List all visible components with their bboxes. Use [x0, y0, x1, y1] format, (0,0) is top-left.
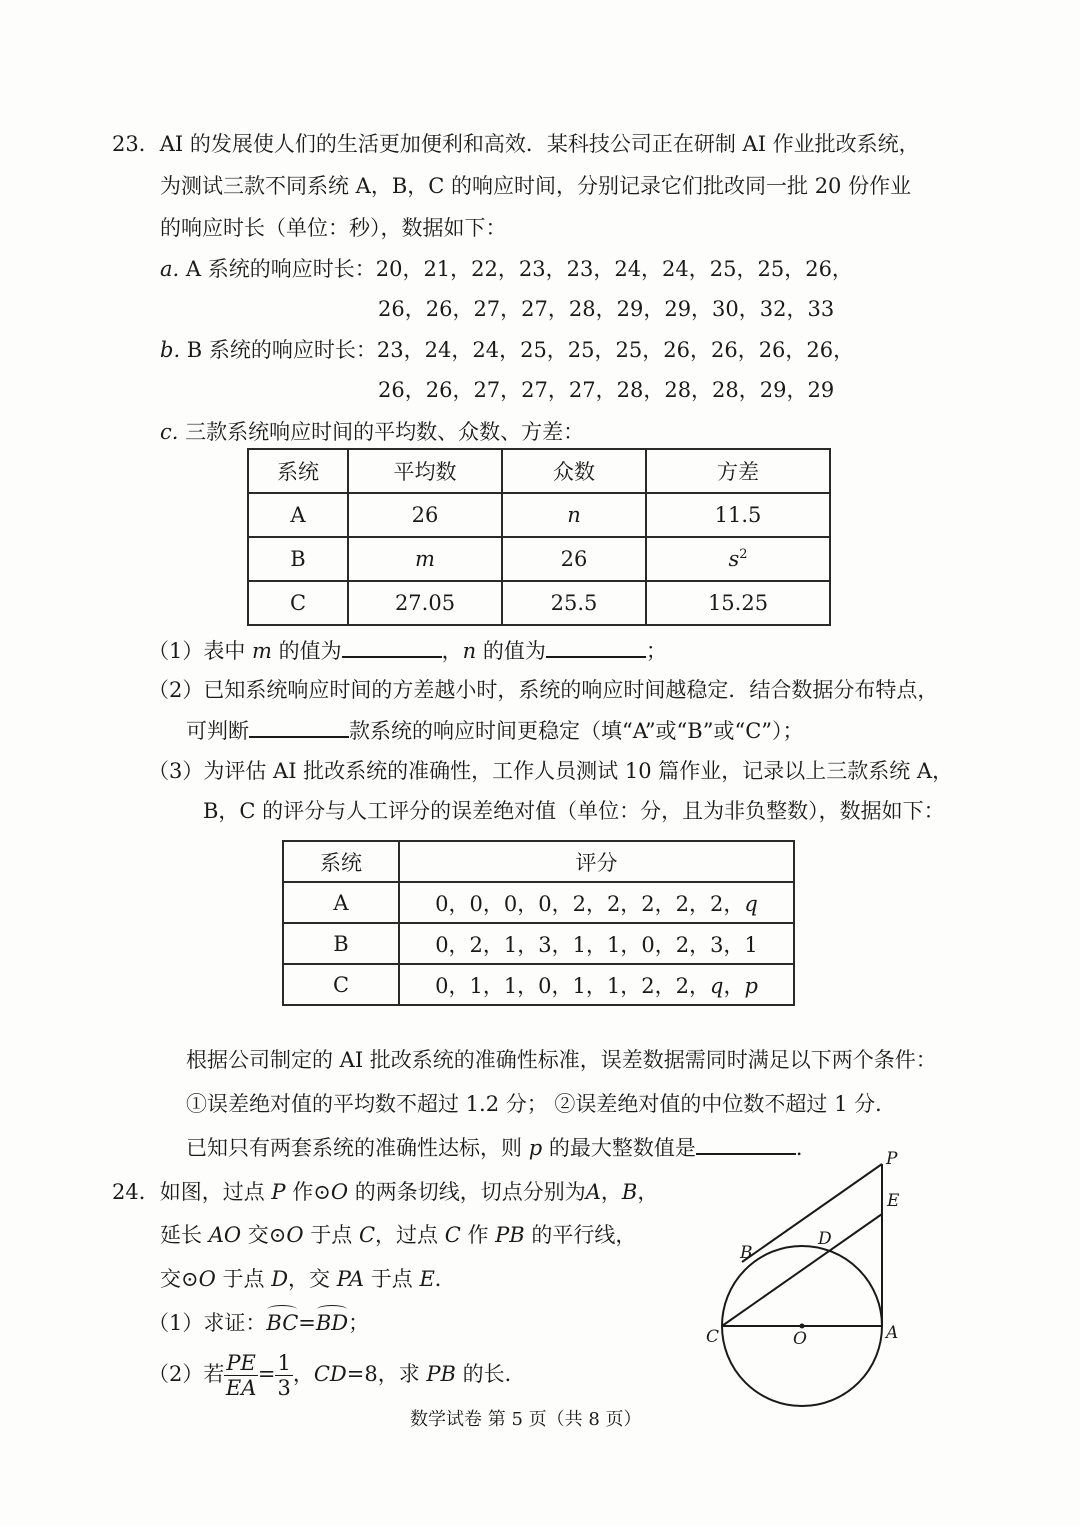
- cell: n: [502, 493, 646, 537]
- q24-number: 24．: [112, 1180, 160, 1204]
- cell: A: [283, 882, 399, 923]
- cell: C: [283, 964, 399, 1005]
- superscript: 2: [739, 547, 748, 562]
- text: 0，1，1，0，1，1，2，2，: [435, 973, 710, 998]
- q23-part3-line1: （3）为评估 AI 批改系统的准确性，工作人员测试 10 篇作业，记录以上三款系统 A，: [148, 759, 954, 783]
- cell: C: [248, 581, 348, 625]
- point-o: O: [286, 1223, 304, 1247]
- var-q: q: [709, 973, 724, 998]
- text: 延长: [160, 1223, 209, 1247]
- text: 的两条切线，切点分别为: [348, 1180, 586, 1204]
- cell: [399, 964, 794, 1005]
- var-p: p: [744, 973, 758, 998]
- text: 可判断: [186, 719, 249, 743]
- a-data-row-1: 20，21，22，23，23，24，24，25，25，26，: [375, 257, 853, 281]
- text: 作: [460, 1223, 496, 1247]
- table-row: [248, 537, 830, 581]
- text: ，交: [288, 1267, 337, 1291]
- numerator: 1: [277, 1351, 291, 1375]
- text: 于点: [364, 1267, 420, 1291]
- text: 如图，过点: [159, 1180, 272, 1204]
- cell: 26: [348, 493, 502, 537]
- table-row: [248, 493, 830, 537]
- header-mode: 众数: [502, 449, 646, 493]
- b-marker: b.: [160, 338, 181, 362]
- q23-part2-line2: [186, 716, 804, 745]
- cell: m: [348, 537, 502, 581]
- stats-table: [247, 448, 831, 626]
- q24-line1: [112, 1178, 658, 1206]
- arc-bd: BD: [315, 1311, 349, 1335]
- fraction-one-third: [275, 1351, 292, 1400]
- header-system: 系统: [283, 841, 399, 882]
- label-a: A: [886, 1323, 899, 1343]
- point-d: D: [271, 1267, 289, 1291]
- label-b: B: [740, 1243, 753, 1263]
- answer-blank-m[interactable]: [342, 636, 442, 658]
- text: ，: [723, 973, 745, 998]
- variance-s: s: [728, 547, 740, 571]
- table-row: [283, 923, 794, 964]
- text: 已知只有两套系统的准确性达标，则: [186, 1136, 529, 1160]
- cell: 0，2，1，3，1，1，0，2，3，1: [399, 923, 794, 964]
- header-score: 评分: [399, 841, 794, 882]
- text: 交⊙: [160, 1267, 199, 1291]
- var-n: n: [462, 639, 477, 663]
- text: 于点: [303, 1223, 359, 1247]
- b-data-row-1: 23，24，24，25，25，25，26，26，26，26，: [376, 338, 855, 362]
- q23-part3-line2: B，C 的评分与人工评分的误差绝对值（单位：分，且为非负整数），数据如下：: [203, 799, 945, 823]
- point-c: C: [444, 1223, 461, 1247]
- q23-c-line: [160, 418, 584, 446]
- label-p: P: [886, 1149, 898, 1169]
- label-o: O: [793, 1329, 807, 1349]
- error-table: [282, 840, 795, 1006]
- label-e: E: [887, 1191, 900, 1211]
- text: ．: [434, 1267, 456, 1291]
- stats-table-header: [248, 449, 830, 493]
- q23-stem-3: 的响应时长（单位：秒），数据如下：: [160, 216, 507, 240]
- fraction-pe-ea: [224, 1351, 257, 1400]
- point-a: A: [585, 1180, 601, 1204]
- b-label: B 系统的响应时长：: [180, 338, 377, 362]
- text: ，过点: [375, 1223, 445, 1247]
- text: 的最大整数值是: [542, 1136, 696, 1160]
- point-o: O: [330, 1180, 349, 1204]
- b-data-row-2: 26，26，27，27，27，28，28，28，29，29: [378, 378, 835, 402]
- label-c: C: [706, 1327, 720, 1347]
- text: =8，求: [346, 1362, 427, 1386]
- cell: B: [248, 537, 348, 581]
- q23-standard-2: ①误差绝对值的平均数不超过 1.2 分； ②误差绝对值的中位数不超过 1 分．: [186, 1092, 897, 1116]
- q23-line1: [112, 130, 920, 158]
- table-row: [283, 964, 794, 1005]
- c-marker: c.: [160, 420, 179, 444]
- var-q: q: [744, 891, 758, 916]
- denominator: 3: [277, 1376, 291, 1400]
- table-row: [283, 882, 794, 923]
- cell-variance-b: [646, 537, 830, 581]
- denominator: EA: [225, 1376, 257, 1400]
- q24-line3: [160, 1265, 456, 1293]
- label-d: D: [818, 1229, 832, 1249]
- geometry-figure: [690, 1140, 930, 1410]
- text: ，: [441, 639, 463, 663]
- q23-stem-2: 为测试三款不同系统 A，B，C 的响应时间，分别记录它们批改同一批 20 份作业: [160, 174, 912, 198]
- q23-a-line1: [160, 255, 853, 283]
- text: ，: [637, 1180, 659, 1204]
- table-row: [248, 581, 830, 625]
- q24-part1: [148, 1309, 369, 1337]
- text: 交⊙: [241, 1223, 287, 1247]
- q23-stem-1: AI 的发展使人们的生活更加便利和高效．某科技公司正在研制 AI 作业批改系统，: [159, 132, 920, 156]
- cell: B: [283, 923, 399, 964]
- cell: A: [248, 493, 348, 537]
- page-footer: 数学试卷 第 5 页（共 8 页）: [410, 1409, 642, 1430]
- segment-pb: PB: [495, 1223, 525, 1247]
- error-table-header: [283, 841, 794, 882]
- text: 的平行线，: [524, 1223, 637, 1247]
- text: 作⊙: [285, 1180, 331, 1204]
- segment-ao: AO: [208, 1223, 242, 1247]
- q24-part2: [148, 1346, 526, 1402]
- cell: 27.05: [348, 581, 502, 625]
- numerator: PE: [226, 1351, 256, 1375]
- header-system: 系统: [248, 449, 348, 493]
- text: ，: [600, 1180, 622, 1204]
- arc-bc: BC: [266, 1311, 299, 1335]
- segment-pa: PA: [336, 1267, 365, 1291]
- q23-part2-line1: （2）已知系统响应时间的方差越小时，系统的响应时间越稳定．结合数据分布特点，: [148, 678, 939, 702]
- var-m: m: [252, 639, 272, 663]
- header-variance: 方差: [646, 449, 830, 493]
- answer-blank-n[interactable]: [546, 636, 646, 658]
- text: （1）求证：: [148, 1311, 267, 1335]
- point-p: P: [271, 1180, 286, 1204]
- q24-line2: [160, 1221, 636, 1249]
- text: ；: [348, 1311, 370, 1335]
- text: =: [298, 1311, 316, 1335]
- text: 于点: [215, 1267, 272, 1291]
- header-mean: 平均数: [348, 449, 502, 493]
- text: ．: [795, 1136, 817, 1160]
- a-label: A 系统的响应时长：: [179, 257, 376, 281]
- cell: 11.5: [646, 493, 830, 537]
- text: 的长．: [455, 1362, 526, 1386]
- text: ，: [292, 1362, 314, 1386]
- center-dot: [800, 1324, 805, 1329]
- text: （2）若: [148, 1362, 225, 1386]
- text: （1）表中: [148, 639, 253, 663]
- q23-number: 23．: [112, 132, 160, 156]
- cell: [399, 882, 794, 923]
- answer-blank-system[interactable]: [249, 716, 349, 738]
- c-label: 三款系统响应时间的平均数、众数、方差：: [178, 420, 585, 444]
- q23-standard-1: 根据公司制定的 AI 批改系统的准确性标准，误差数据需同时满足以下两个条件：: [186, 1048, 937, 1072]
- point-b: B: [621, 1180, 638, 1204]
- text: 0，0，0，0，2，2，2，2，2，: [435, 891, 745, 916]
- text: 款系统的响应时间更稳定（填“A”或“B”或“C”）；: [349, 719, 804, 743]
- point-o: O: [198, 1267, 216, 1291]
- cell: 25.5: [502, 581, 646, 625]
- var-p: p: [528, 1136, 543, 1160]
- point-c: C: [358, 1223, 376, 1247]
- q23-b-line1: [160, 336, 854, 364]
- q23-part1: [148, 636, 667, 665]
- a-data-row-2: 26，26，27，27，28，29，29，30，32，33: [378, 297, 835, 321]
- segment-cd: CD: [313, 1362, 347, 1386]
- text: ；: [645, 639, 667, 663]
- cell: 26: [502, 537, 646, 581]
- segment-pb: PB: [426, 1362, 456, 1386]
- point-e: E: [419, 1267, 435, 1291]
- text: 的值为: [271, 639, 342, 663]
- text: 的值为: [476, 639, 546, 663]
- a-marker: a.: [160, 257, 180, 281]
- cell: 15.25: [646, 581, 830, 625]
- text: =: [257, 1362, 276, 1386]
